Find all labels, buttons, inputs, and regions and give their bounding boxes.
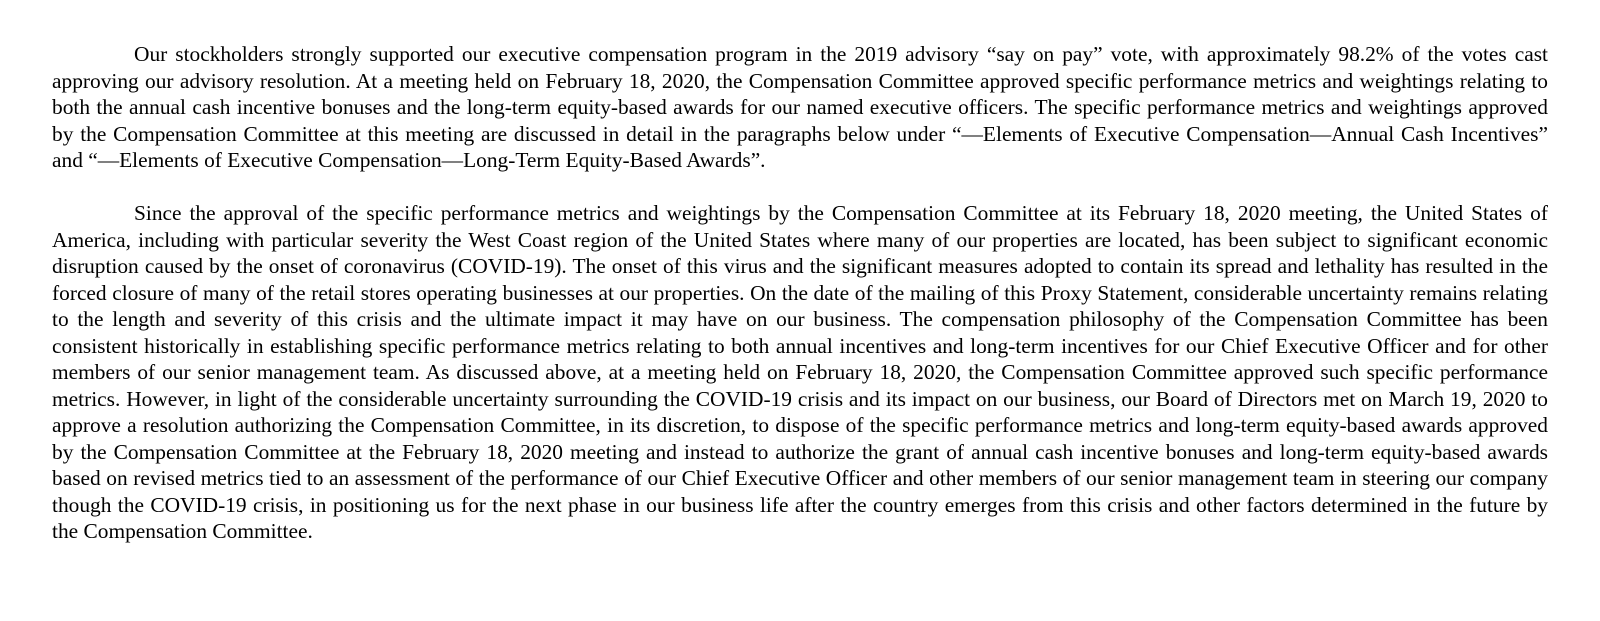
document-body — [52, 41, 1548, 545]
paragraph-covid-impact: Since the approval of the specific performance metrics and weightings by the Compensation Committee at its February 18, 2020 meeting, the United States of America, including with particular severity the West Coast region of the United States where many of our properties are located, has been subject to significant economic disruption caused by the onset of coronavirus (COVID-19). The onset of this virus and the significant measures adopted to contain its spread and lethality has resulted in the forced closure of many of the retail stores operating businesses at our properties. On the date of the mailing of this Proxy Statement, considerable uncertainty remains relating to the length and severity of this crisis and the ultimate impact it may have on our business. The compensation philosophy of the Compensation Committee has been consistent historically in establishing specific performance metrics relating to both annual incentives and long-term incentives for our Chief Executive Officer and for other members of our senior management team. As discussed above, at a meeting held on February 18, 2020, the Compensation Committee approved such specific performance metrics. However, in light of the considerable uncertainty surrounding the COVID-19 crisis and its impact on our business, our Board of Directors met on March 19, 2020 to approve a resolution authorizing the Compensation Committee, in its discretion, to dispose of the specific performance metrics and long-term equity-based awards approved by the Compensation Committee at the February 18, 2020 meeting and instead to authorize the grant of annual cash incentive bonuses and long-term equity-based awards based on revised metrics tied to an assessment of the performance of our Chief Executive Officer and other members of our senior management team in steering our company though the COVID-19 crisis, in positioning us for the next phase in our business life after the country emerges from this crisis and other factors determined in the future by the Compensation Committee. — [52, 201, 1548, 543]
paragraph-say-on-pay: Our stockholders strongly supported our executive compensation program in the 2019 advisory “say on pay” vote, with approximately 98.2% of the votes cast approving our advisory resolution. At a meeting held on February 18, 2020, the Compensation Committee approved specific performance metrics and weightings relating to both the annual cash incentive bonuses and the long-term equity-based awards for our named executive officers. The specific performance metrics and weightings approved by the Compensation Committee at this meeting are discussed in detail in the paragraphs below under “—Elements of Executive Compensation—Annual Cash Incentives” and “—Elements of Executive Compensation—Long-Term Equity-Based Awards”. — [52, 42, 1548, 172]
